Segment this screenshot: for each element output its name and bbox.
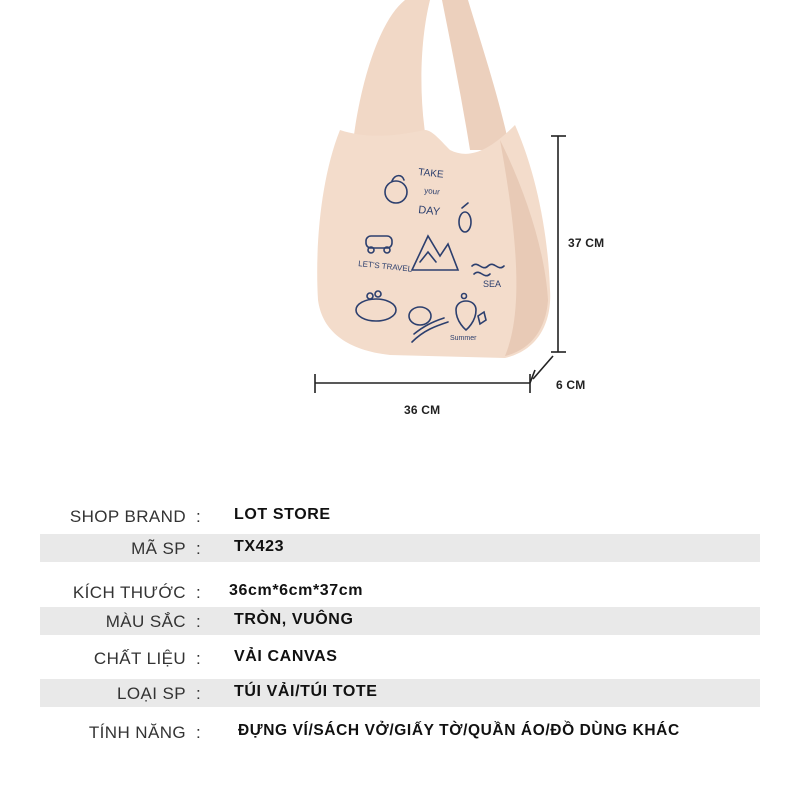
spec-row-type	[40, 679, 760, 707]
height-dimension-label: 37 CM	[568, 236, 605, 250]
spec-value: 36cm*6cm*37cm	[229, 582, 364, 599]
bag-text-summer: Summer	[450, 335, 477, 342]
spec-label: KÍCH THƯỚC	[72, 583, 186, 602]
spec-value: LOT STORE	[234, 506, 331, 523]
bag-handle-left	[352, 0, 430, 150]
width-dimension-label: 36 CM	[404, 403, 441, 417]
spec-row-brand	[40, 502, 760, 530]
bag-handle-right	[442, 0, 510, 150]
spec-label: MÀU SẮC	[105, 612, 186, 631]
depth-line	[533, 356, 553, 379]
spec-label: CHẤT LIỆU	[93, 649, 186, 668]
bag-text-day: DAY	[417, 204, 441, 219]
spec-colon: :	[196, 612, 201, 631]
spec-colon: :	[196, 583, 201, 602]
spec-label: LOẠI SP	[117, 684, 186, 703]
spec-value: ĐỰNG VÍ/SÁCH VỞ/GIẤY TỜ/QUẦN ÁO/ĐỒ DÙNG KHÁC	[238, 722, 680, 739]
spec-row-features	[40, 718, 760, 746]
bag-text-your: your	[423, 186, 441, 197]
spec-colon: :	[196, 684, 201, 703]
depth-dimension-label: 6 CM	[556, 378, 586, 392]
spec-label: MÃ SP	[131, 539, 186, 558]
spec-row-material	[40, 644, 760, 672]
spec-row-code	[40, 534, 760, 562]
spec-row-size	[40, 578, 760, 606]
spec-colon: :	[196, 723, 201, 742]
bag-text-take: TAKE	[417, 167, 445, 181]
spec-row-color	[40, 607, 760, 635]
bag-text-travel: LET'S TRAVEL	[357, 259, 413, 274]
spec-colon: :	[196, 507, 201, 526]
spec-label: TÍNH NĂNG	[88, 723, 186, 742]
spec-value: VẢI CANVAS	[234, 648, 338, 665]
bag-text-sea: SEA	[483, 279, 502, 289]
spec-colon: :	[196, 649, 201, 668]
spec-value: TX423	[234, 538, 285, 555]
spec-label: SHOP BRAND	[69, 507, 186, 526]
spec-value: TRÒN, VUÔNG	[234, 611, 354, 628]
spec-colon: :	[196, 539, 201, 558]
spec-value: TÚI VẢI/TÚI TOTE	[234, 683, 378, 700]
